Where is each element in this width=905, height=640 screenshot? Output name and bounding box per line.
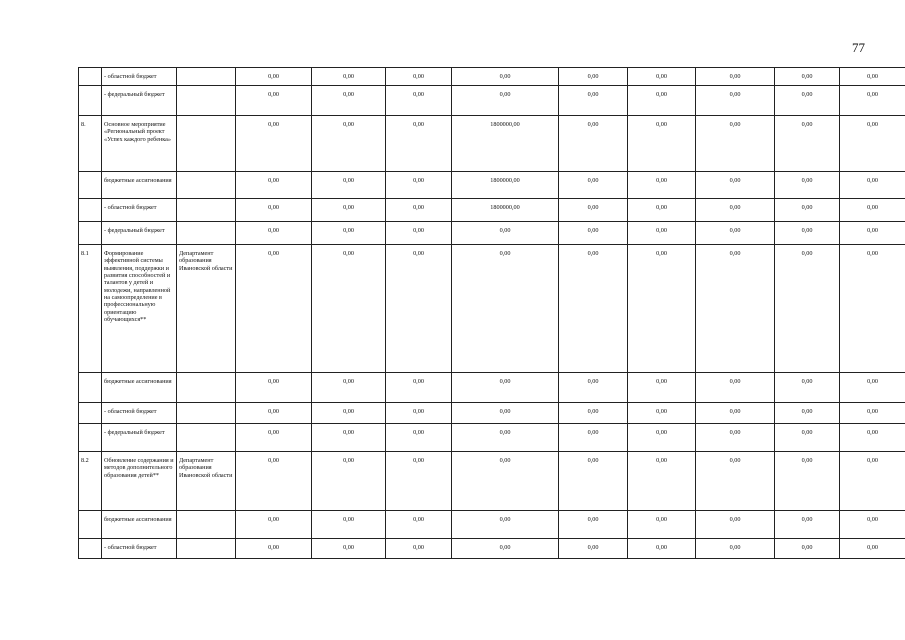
- row-value-cell: 1800000,00: [452, 199, 559, 222]
- row-name-cell: бюджетные ассигнования: [102, 511, 177, 539]
- row-value-cell: 0,00: [312, 539, 386, 559]
- row-value-cell: 0,00: [386, 86, 452, 116]
- row-value-cell: 0,00: [559, 116, 628, 172]
- row-name-cell: - федеральный бюджет: [102, 424, 177, 452]
- row-value-cell: 0,00: [312, 68, 386, 86]
- table-row: [79, 199, 905, 222]
- row-value-cell: 0,00: [696, 86, 775, 116]
- row-value-cell: 0,00: [559, 245, 628, 373]
- row-executor-cell: [177, 68, 236, 86]
- row-value-cell: 0,00: [628, 199, 696, 222]
- row-value-cell: 0,00: [628, 116, 696, 172]
- row-value-cell: 0,00: [628, 245, 696, 373]
- row-value-cell: 0,00: [236, 116, 312, 172]
- row-executor-cell: [177, 403, 236, 424]
- row-value-cell: 0,00: [775, 116, 840, 172]
- row-value-cell: 0,00: [312, 511, 386, 539]
- row-value-cell: 0,00: [696, 424, 775, 452]
- row-value-cell: 0,00: [452, 511, 559, 539]
- row-value-cell: 0,00: [559, 222, 628, 245]
- table-row: [79, 452, 905, 511]
- row-value-cell: 0,00: [559, 452, 628, 511]
- table-row: [79, 539, 905, 559]
- row-value-cell: 0,00: [312, 199, 386, 222]
- row-value-cell: 0,00: [236, 68, 312, 86]
- row-value-cell: 0,00: [386, 199, 452, 222]
- row-value-cell: 0,00: [840, 245, 905, 373]
- row-value-cell: 0,00: [236, 172, 312, 199]
- row-value-cell: 0,00: [775, 86, 840, 116]
- row-value-cell: 0,00: [559, 403, 628, 424]
- row-value-cell: 0,00: [840, 86, 905, 116]
- row-value-cell: 0,00: [840, 452, 905, 511]
- row-value-cell: 0,00: [452, 373, 559, 403]
- row-index-cell: [79, 222, 102, 245]
- row-value-cell: 0,00: [236, 452, 312, 511]
- row-name-cell: - областной бюджет: [102, 199, 177, 222]
- row-value-cell: 0,00: [236, 511, 312, 539]
- row-index-cell: [79, 199, 102, 222]
- row-value-cell: 0,00: [696, 539, 775, 559]
- row-value-cell: 0,00: [628, 68, 696, 86]
- row-executor-cell: [177, 373, 236, 403]
- row-executor-cell: [177, 172, 236, 199]
- row-value-cell: 0,00: [386, 373, 452, 403]
- row-value-cell: 0,00: [559, 199, 628, 222]
- row-name-cell: бюджетные ассигнования: [102, 172, 177, 199]
- row-executor-cell: [177, 86, 236, 116]
- row-name-cell: - областной бюджет: [102, 68, 177, 86]
- budget-table-body: [79, 68, 905, 559]
- row-index-cell: [79, 86, 102, 116]
- table-row: [79, 511, 905, 539]
- page-number: 77: [852, 40, 865, 55]
- row-value-cell: 0,00: [775, 222, 840, 245]
- row-value-cell: 0,00: [236, 403, 312, 424]
- row-value-cell: 0,00: [628, 403, 696, 424]
- row-value-cell: 0,00: [775, 452, 840, 511]
- row-index-cell: 8.2: [79, 452, 102, 511]
- row-value-cell: 0,00: [236, 222, 312, 245]
- table-row: [79, 373, 905, 403]
- row-name-cell: Формирование эффективной системы выявления, поддержки и развития способностей и талантов у детей и молодежи, направленной на самоопределение в профессиональную ориентацию обучающихся**: [102, 245, 177, 373]
- row-value-cell: 0,00: [775, 511, 840, 539]
- row-value-cell: 0,00: [386, 403, 452, 424]
- row-value-cell: 0,00: [386, 172, 452, 199]
- row-value-cell: 0,00: [452, 86, 559, 116]
- row-value-cell: 1800000,00: [452, 116, 559, 172]
- row-executor-cell: [177, 199, 236, 222]
- table-row: [79, 424, 905, 452]
- row-value-cell: 0,00: [312, 222, 386, 245]
- row-index-cell: [79, 373, 102, 403]
- budget-table: [78, 67, 905, 559]
- row-value-cell: 0,00: [312, 424, 386, 452]
- row-value-cell: 0,00: [236, 424, 312, 452]
- row-value-cell: 0,00: [386, 68, 452, 86]
- row-value-cell: 0,00: [386, 245, 452, 373]
- row-value-cell: 0,00: [236, 199, 312, 222]
- row-value-cell: 0,00: [452, 245, 559, 373]
- row-value-cell: 0,00: [775, 245, 840, 373]
- row-value-cell: 0,00: [840, 539, 905, 559]
- row-value-cell: 0,00: [628, 511, 696, 539]
- row-value-cell: 0,00: [840, 172, 905, 199]
- row-value-cell: 0,00: [840, 116, 905, 172]
- row-executor-cell: Департамент образования Ивановской области: [177, 245, 236, 373]
- row-value-cell: 0,00: [696, 511, 775, 539]
- row-value-cell: 0,00: [386, 511, 452, 539]
- row-value-cell: 0,00: [696, 373, 775, 403]
- table-row: [79, 245, 905, 373]
- row-executor-cell: [177, 511, 236, 539]
- row-value-cell: 0,00: [452, 424, 559, 452]
- row-value-cell: 0,00: [775, 68, 840, 86]
- row-index-cell: 8.: [79, 116, 102, 172]
- row-value-cell: 0,00: [312, 452, 386, 511]
- row-value-cell: 0,00: [775, 539, 840, 559]
- row-value-cell: 0,00: [840, 199, 905, 222]
- row-executor-cell: [177, 222, 236, 245]
- row-value-cell: 0,00: [559, 373, 628, 403]
- row-value-cell: 0,00: [696, 245, 775, 373]
- row-value-cell: 0,00: [628, 172, 696, 199]
- row-value-cell: 0,00: [386, 424, 452, 452]
- row-executor-cell: [177, 539, 236, 559]
- row-value-cell: 0,00: [696, 403, 775, 424]
- row-value-cell: 0,00: [628, 222, 696, 245]
- row-value-cell: 0,00: [775, 424, 840, 452]
- row-value-cell: 0,00: [236, 539, 312, 559]
- row-value-cell: 0,00: [559, 511, 628, 539]
- row-value-cell: 0,00: [452, 539, 559, 559]
- row-value-cell: 0,00: [452, 452, 559, 511]
- row-value-cell: 0,00: [628, 86, 696, 116]
- row-value-cell: 0,00: [312, 116, 386, 172]
- row-name-cell: Обновление содержания и методов дополнительного образования детей**: [102, 452, 177, 511]
- row-index-cell: [79, 172, 102, 199]
- row-value-cell: 0,00: [559, 424, 628, 452]
- row-index-cell: [79, 403, 102, 424]
- row-value-cell: 0,00: [312, 373, 386, 403]
- row-name-cell: - федеральный бюджет: [102, 86, 177, 116]
- row-value-cell: 0,00: [386, 222, 452, 245]
- row-value-cell: 0,00: [840, 511, 905, 539]
- row-value-cell: 0,00: [559, 172, 628, 199]
- row-value-cell: 0,00: [559, 68, 628, 86]
- row-value-cell: 0,00: [386, 539, 452, 559]
- row-value-cell: 0,00: [840, 222, 905, 245]
- row-value-cell: 0,00: [696, 452, 775, 511]
- row-value-cell: 1800000,00: [452, 172, 559, 199]
- table-row: [79, 403, 905, 424]
- row-index-cell: [79, 68, 102, 86]
- row-value-cell: 0,00: [452, 68, 559, 86]
- row-value-cell: 0,00: [840, 68, 905, 86]
- row-value-cell: 0,00: [775, 373, 840, 403]
- row-value-cell: 0,00: [312, 172, 386, 199]
- row-value-cell: 0,00: [386, 452, 452, 511]
- row-value-cell: 0,00: [236, 373, 312, 403]
- row-executor-cell: [177, 116, 236, 172]
- row-value-cell: 0,00: [840, 424, 905, 452]
- row-value-cell: 0,00: [312, 403, 386, 424]
- row-value-cell: 0,00: [696, 68, 775, 86]
- row-value-cell: 0,00: [312, 245, 386, 373]
- row-value-cell: 0,00: [840, 373, 905, 403]
- row-executor-cell: [177, 424, 236, 452]
- row-value-cell: 0,00: [696, 199, 775, 222]
- row-value-cell: 0,00: [452, 222, 559, 245]
- table-row: [79, 116, 905, 172]
- row-name-cell: Основное мероприятие «Региональный проект «Успех каждого ребенка»: [102, 116, 177, 172]
- table-row: [79, 68, 905, 86]
- row-executor-cell: Департамент образования Ивановской области: [177, 452, 236, 511]
- row-value-cell: 0,00: [840, 403, 905, 424]
- row-value-cell: 0,00: [236, 245, 312, 373]
- row-value-cell: 0,00: [628, 424, 696, 452]
- row-name-cell: - федеральный бюджет: [102, 222, 177, 245]
- row-index-cell: 8.1: [79, 245, 102, 373]
- row-value-cell: 0,00: [628, 373, 696, 403]
- row-value-cell: 0,00: [775, 403, 840, 424]
- row-name-cell: бюджетные ассигнования: [102, 373, 177, 403]
- row-index-cell: [79, 511, 102, 539]
- row-value-cell: 0,00: [312, 86, 386, 116]
- row-value-cell: 0,00: [559, 539, 628, 559]
- row-value-cell: 0,00: [452, 403, 559, 424]
- row-index-cell: [79, 424, 102, 452]
- row-value-cell: 0,00: [628, 452, 696, 511]
- row-value-cell: 0,00: [696, 172, 775, 199]
- row-value-cell: 0,00: [696, 116, 775, 172]
- row-name-cell: - областной бюджет: [102, 403, 177, 424]
- row-value-cell: 0,00: [386, 116, 452, 172]
- row-index-cell: [79, 539, 102, 559]
- table-row: [79, 222, 905, 245]
- table-row: [79, 172, 905, 199]
- row-value-cell: 0,00: [236, 86, 312, 116]
- row-value-cell: 0,00: [628, 539, 696, 559]
- row-value-cell: 0,00: [696, 222, 775, 245]
- row-value-cell: 0,00: [559, 86, 628, 116]
- table-row: [79, 86, 905, 116]
- row-name-cell: - областной бюджет: [102, 539, 177, 559]
- row-value-cell: 0,00: [775, 172, 840, 199]
- row-value-cell: 0,00: [775, 199, 840, 222]
